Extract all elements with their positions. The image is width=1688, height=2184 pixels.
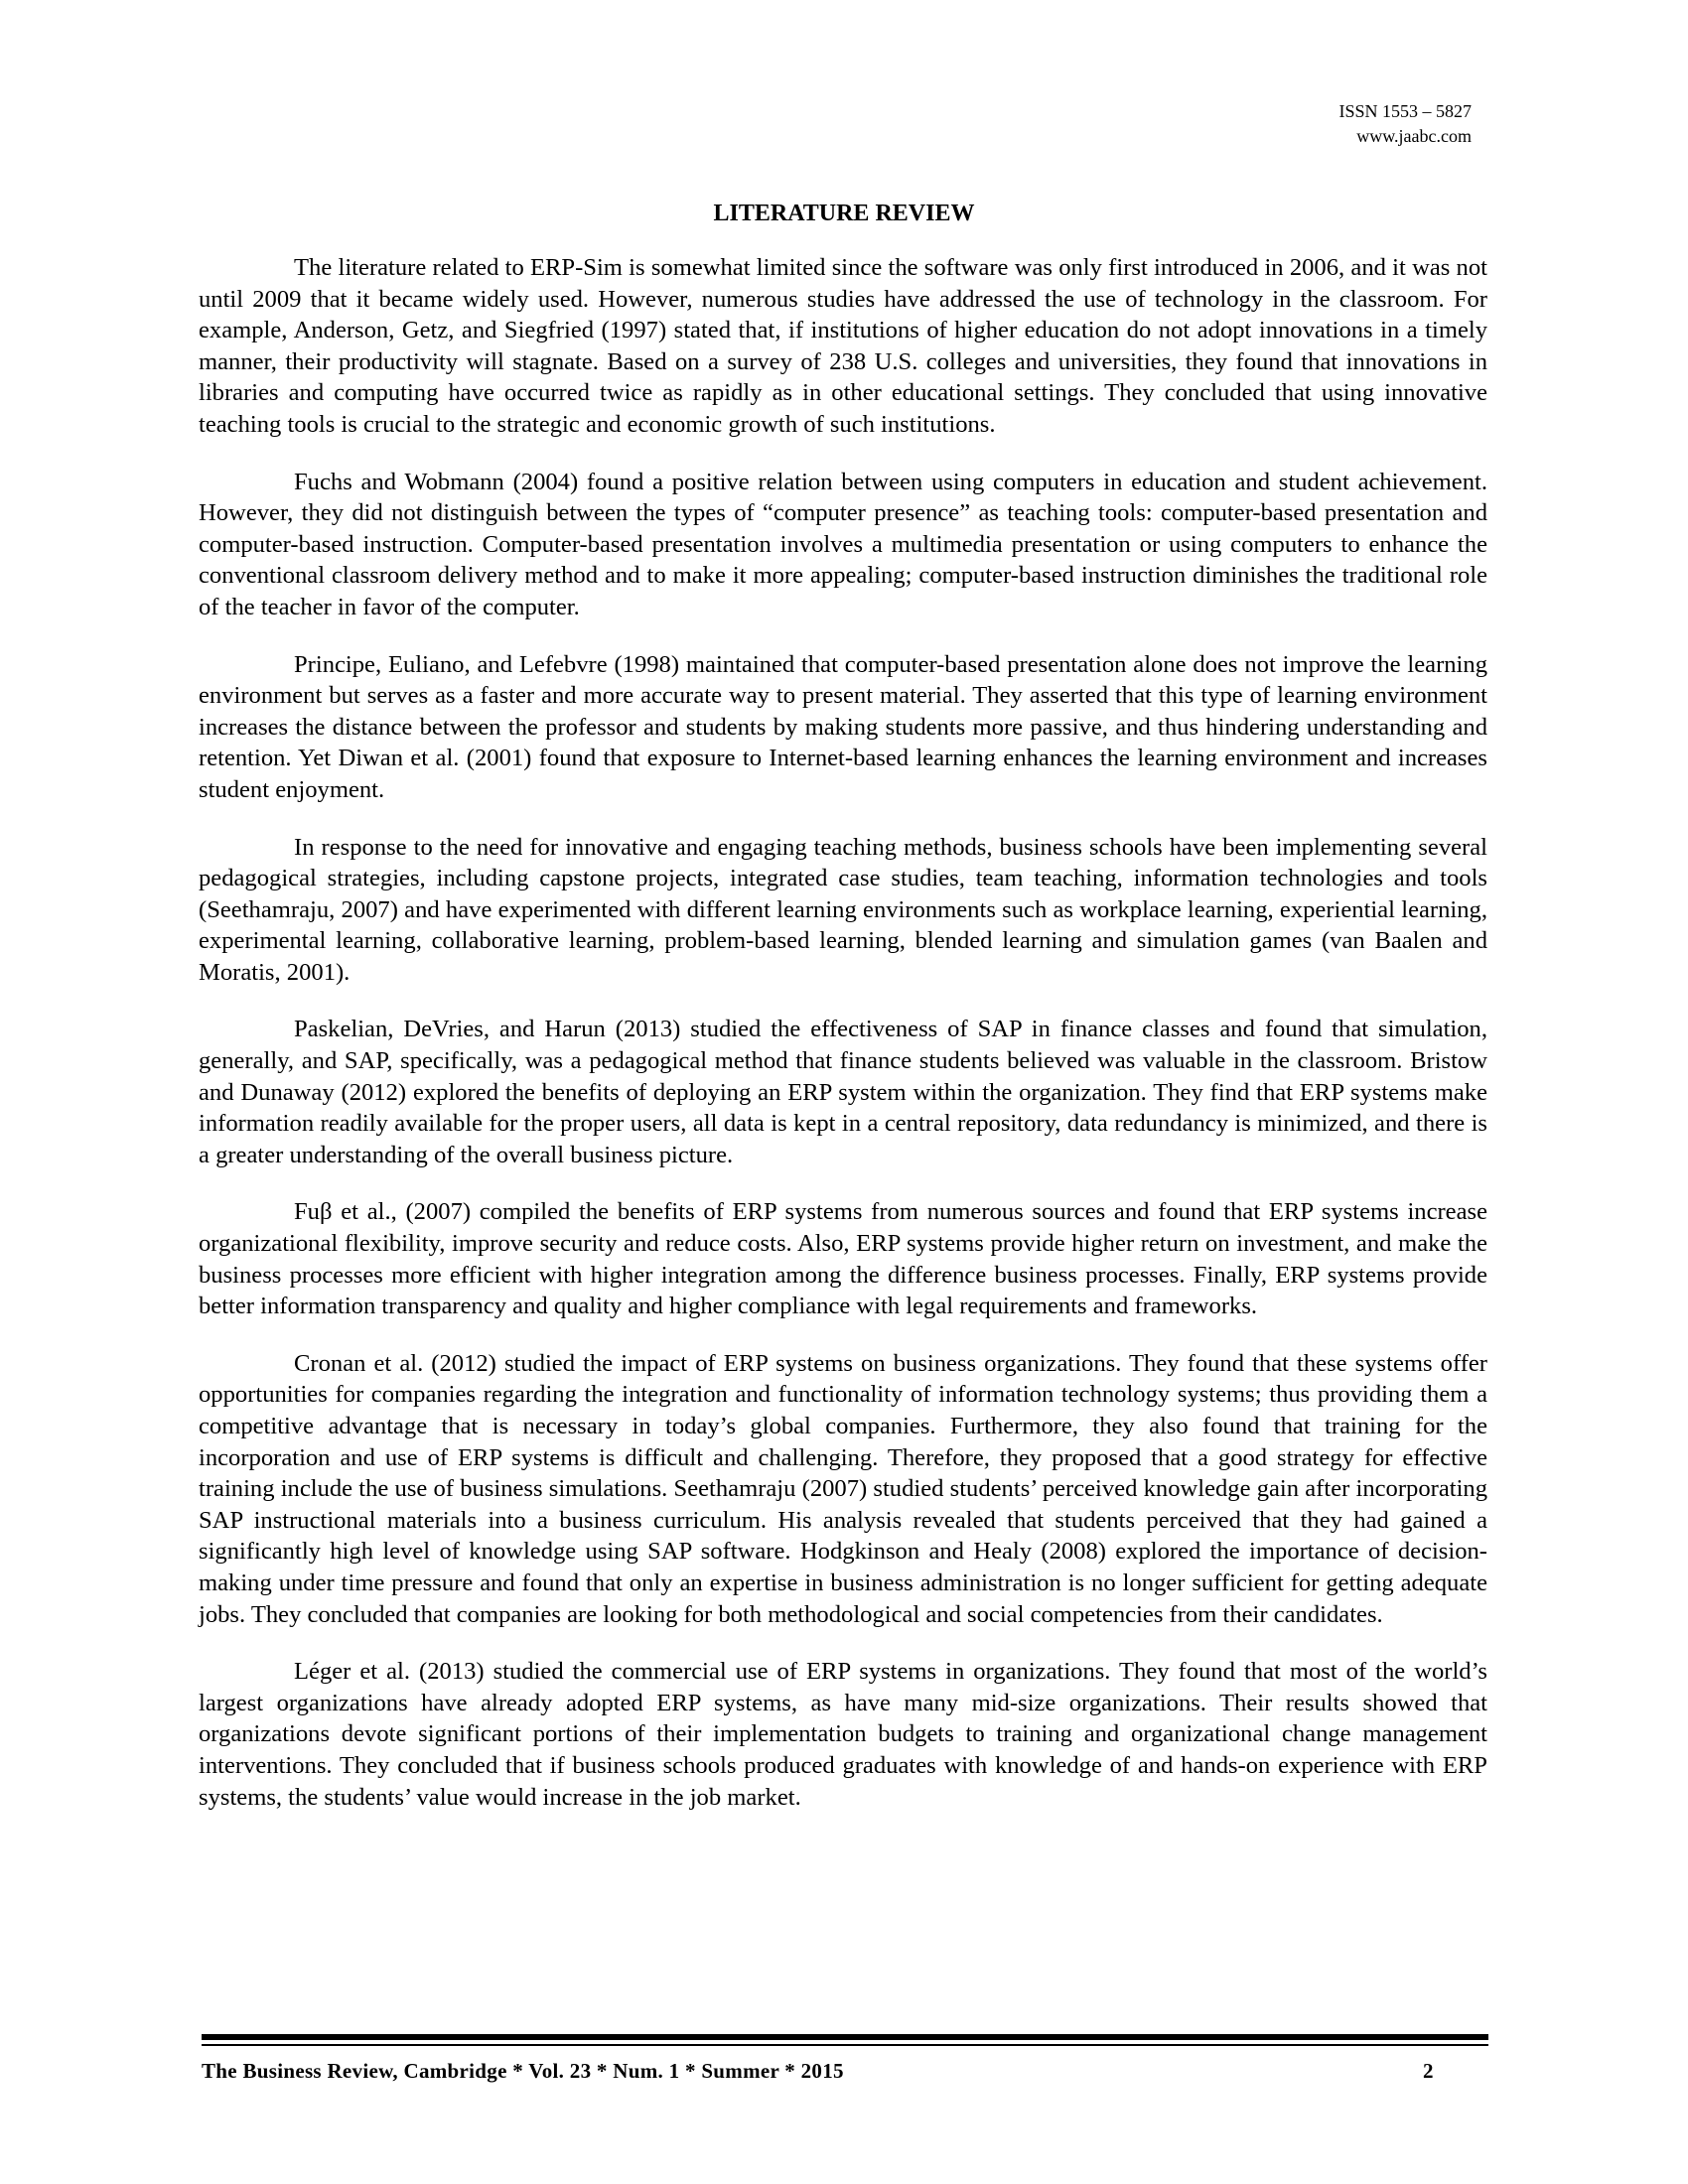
paragraph: In response to the need for innovative and engaging teaching methods, business schools have been implementing several pedagogical strategies, including capstone projects, integrated case studies, team teaching, information technologies and tools (Seethamraju, 2007) and have experimented with different learning environments such as workplace learning, experiential learning, experimental learning, collaborative learning, problem-based learning, blended learning and simulation games (van Baalen and Moratis, 2001). <box>199 833 1487 986</box>
paragraph: Cronan et al. (2012) studied the impact of ERP systems on business organizations. They found that these systems offer opportunities for companies regarding the integration and functionality of information technology systems; thus providing them a competitive advantage that is necessary in today’s global companies. Furthermore, they also found that training for the incorporation and use of ERP systems is difficult and challenging. Therefore, they proposed that a good strategy for effective training include the use of business simulations. Seethamraju (2007) studied students’ perceived knowledge gain after incorporating SAP instructional materials into a business curriculum. His analysis revealed that students perceived that they had gained a significantly high level of knowledge using SAP software. Hodgkinson and Healy (2008) explored the importance of decision-making under time pressure and found that only an expertise in business administration is no longer sufficient for getting adequate jobs. They concluded that companies are looking for both methodological and social competencies from their candidates. <box>199 1349 1487 1628</box>
section-title: LITERATURE REVIEW <box>713 201 975 226</box>
paragraph: Principe, Euliano, and Lefebvre (1998) maintained that computer-based presentation alone does not improve the learning environment but serves as a faster and more accurate way to present material. They asserted that this type of learning environment increases the distance between the professor and students by making students more passive, and thus hindering understanding and retention. Yet Diwan et al. (2001) found that exposure to Internet-based learning enhances the learning environment and increases student enjoyment. <box>199 650 1487 803</box>
footer-divider-thin <box>202 2044 1488 2046</box>
paragraph: The literature related to ERP-Sim is somewhat limited since the software was only first introduced in 2006, and it was not until 2009 that it became widely used. However, numerous studies have addressed the use of technology in the classroom. For example, Anderson, Getz, and Siegfried (1997) stated that, if institutions of higher education do not adopt innovations in a timely manner, their productivity will stagnate. Based on a survey of 238 U.S. colleges and universities, they found that innovations in libraries and computing have occurred twice as rapidly as in other educational settings. They concluded that using innovative teaching tools is crucial to the strategic and economic growth of such institutions. <box>199 254 1487 438</box>
journal-website: www.jaabc.com <box>1356 126 1472 146</box>
article-body <box>199 252 1487 1839</box>
footer-divider-thick <box>202 2034 1488 2040</box>
page-header <box>1338 99 1472 149</box>
paragraph: Léger et al. (2013) studied the commercial use of ERP systems in organizations. They found that most of the world’s largest organizations have already adopted ERP systems, as have many mid-size organizations. Their results showed that organizations devote significant portions of their implementation budgets to training and organizational change management interventions. They concluded that if business schools produced graduates with knowledge of and hands-on experience with ERP systems, the students’ value would increase in the job market. <box>199 1658 1487 1811</box>
paragraph: Fuβ et al., (2007) compiled the benefits of ERP systems from numerous sources and found that ERP systems increase organizational flexibility, improve security and reduce costs. Also, ERP systems provide higher return on investment, and make the business processes more efficient with higher integration among the difference business processes. Finally, ERP systems provide better information transparency and quality and higher compliance with legal requirements and frameworks. <box>199 1198 1487 1320</box>
page-number: 2 <box>1423 2059 1434 2083</box>
issn-number: ISSN 1553 – 5827 <box>1338 101 1472 121</box>
paragraph: Paskelian, DeVries, and Harun (2013) studied the effectiveness of SAP in finance classes and found that simulation, generally, and SAP, specifically, was a pedagogical method that finance students believed was valuable in the classroom. Bristow and Dunaway (2012) explored the benefits of deploying an ERP system within the organization. They find that ERP systems make information readily available for the proper users, all data is kept in a central repository, data redundancy is minimized, and there is a greater understanding of the overall business picture. <box>199 1016 1487 1168</box>
paragraph: Fuchs and Wobmann (2004) found a positive relation between using computers in education and student achievement. However, they did not distinguish between the types of “computer presence” as teaching tools: computer-based presentation and computer-based instruction. Computer-based presentation involves a multimedia presentation or using computers to enhance the conventional classroom delivery method and to make it more appealing; computer-based instruction diminishes the traditional role of the teacher in favor of the computer. <box>199 468 1487 620</box>
footer-journal-citation: The Business Review, Cambridge * Vol. 23 * Num. 1 * Summer * 2015 <box>202 2059 844 2083</box>
